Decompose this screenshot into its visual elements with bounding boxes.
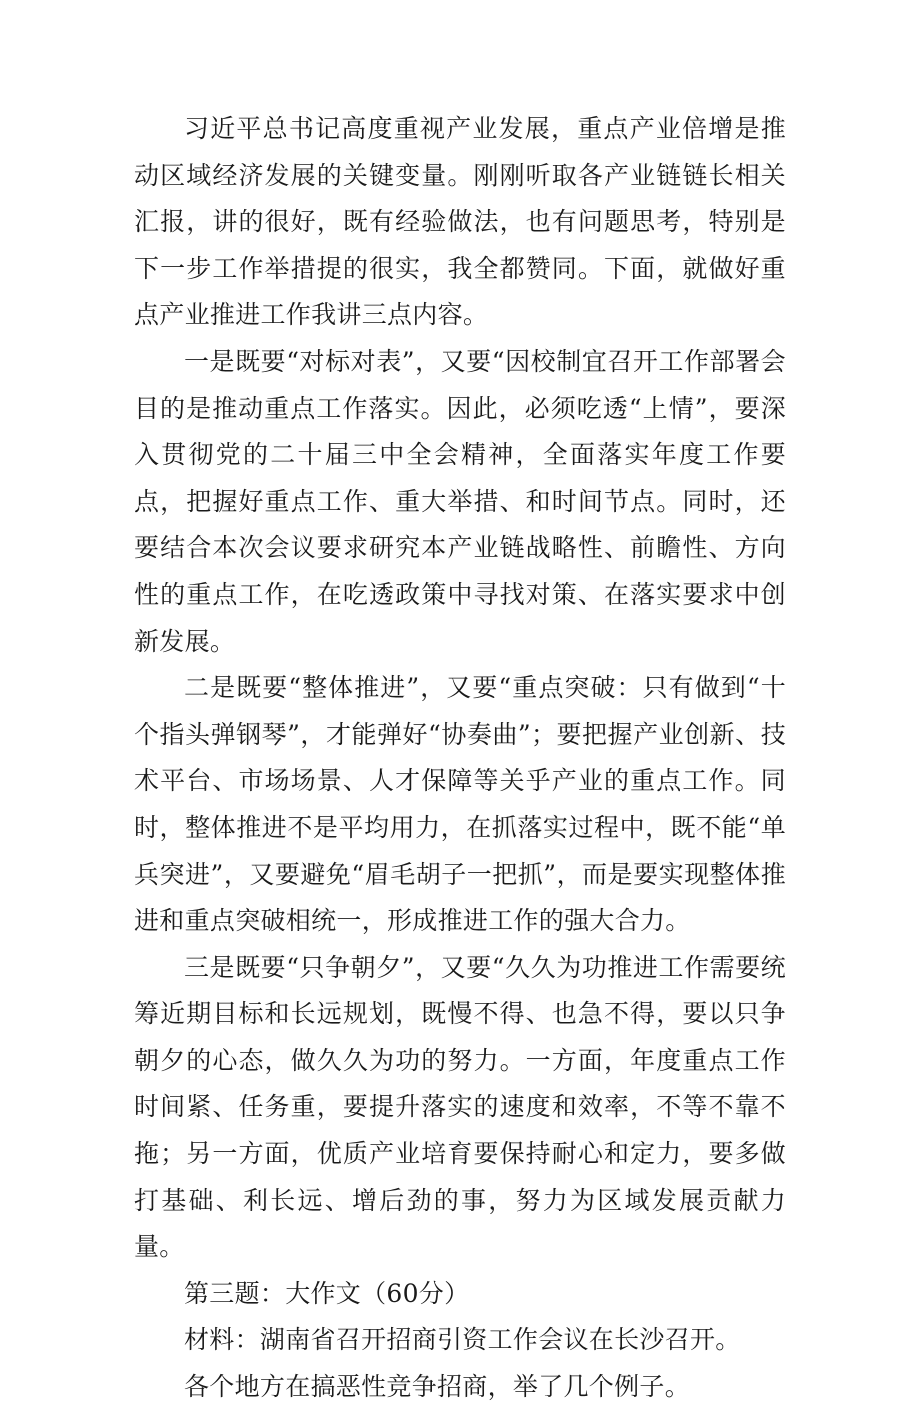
material-line: 材料：湖南省召开招商引资工作会议在长沙召开。 bbox=[184, 1325, 741, 1355]
document-body bbox=[134, 106, 786, 1411]
paragraph-point-two: 二是既要“整体推进”，又要“重点突破：只有做到“十个指头弹钢琴”，才能弹好“协奏曲”；要把握产业创新、技术平台、市场场景、人才保障等关乎产业的重点工作。同时，整体推进不是平均用力，在抓落实过程中，既不能“单兵突进”，又要避免“眉毛胡子一把抓”，而是要实现整体推进和重点突破相统一，形成推进工作的强大合力。 bbox=[134, 673, 786, 936]
paragraph-point-three: 三是既要“只争朝夕”，又要“久久为功推进工作需要统筹近期目标和长远规划，既慢不得、也急不得，要以只争朝夕的心态，做久久为功的努力。一方面，年度重点工作时间紧、任务重，要提升落实的速度和效率，不等不靠不拖；另一方面，优质产业培育要保持耐心和定力，要多做打基础、利长远、增后劲的事，努力为区域发展贡献力量。 bbox=[134, 952, 786, 1262]
question-title: 第三题：大作文（60分） bbox=[184, 1278, 470, 1308]
paragraph-intro: 习近平总书记高度重视产业发展，重点产业倍增是推动区域经济发展的关键变量。刚刚听取各产业链链长相关汇报，讲的很好，既有经验做法，也有问题思考，特别是下一步工作举措提的很实，我全都赞同。下面，就做好重点产业推进工作我讲三点内容。 bbox=[134, 114, 786, 330]
paragraph-point-one: 一是既要“对标对表”，又要“因校制宜召开工作部署会目的是推动重点工作落实。因此，必须吃透“上情”，要深入贯彻党的二十届三中全会精神，全面落实年度工作要点，把握好重点工作、重大举措、和时间节点。同时，还要结合本次会议要求研究本产业链战略性、前瞻性、方向性的重点工作，在吃透政策中寻找对策、在落实要求中创新发展。 bbox=[134, 346, 786, 656]
example-line: 各个地方在搞恶性竞争招商，举了几个例子。 bbox=[184, 1372, 691, 1402]
